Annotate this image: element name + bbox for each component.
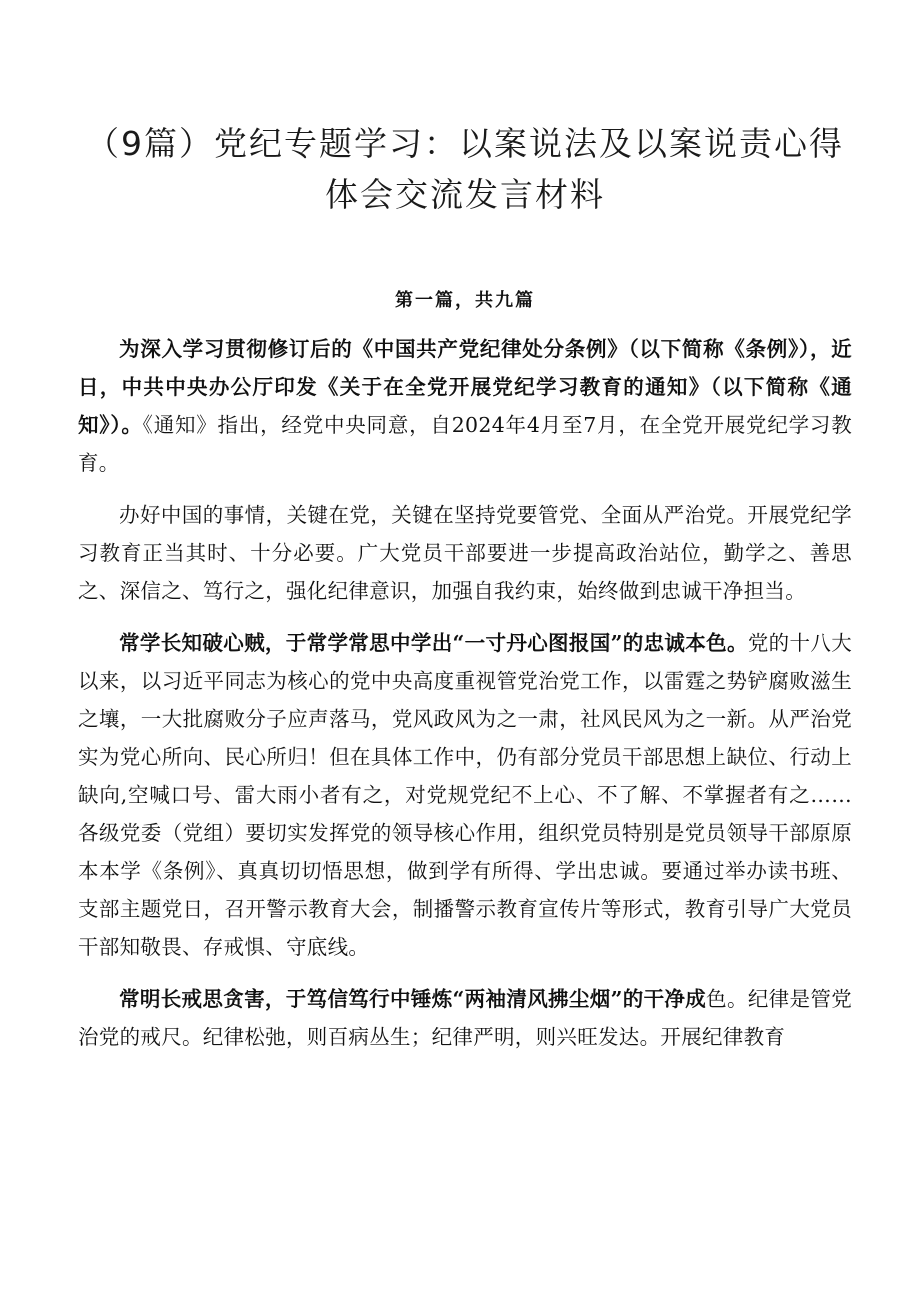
- paragraph-3-text: 党的十八大以来，以习近平同志为核心的党中央高度重视管党治党工作，以雷霆之势铲腐败滋生之壤，一大批腐败分子应声落马，党风政风为之一肃，社风民风为之一新。从严治党实为党心所向、民心所归！但在具体工作中，仍有部分党员干部思想上缺位、行动上缺向,空喊口号、雷大雨小者有之，对党规党纪不上心、不了解、不掌握者有之……各级党委（党组）要切实发挥党的领导核心作用，组织党员特别是党员领导干部原原本本学《条例》、真真切切悟思想，做到学有所得、学出忠诚。要通过举办读书班、支部主题党日，召开警示教育大会，制播警示教育宣传片等形式，教育引导广大党员干部知敬畏、存戒惧、守底线。: [78, 631, 852, 959]
- paragraph-3-bold: 常学长知破心贼，于常学常思中学出“一寸丹心图报国”的忠诚本色。: [119, 631, 748, 655]
- paragraph-2: [78, 496, 852, 610]
- paragraph-3: [78, 624, 852, 966]
- section-subtitle: 第一篇，共九篇: [395, 290, 535, 311]
- paragraph-4-bold: 常明长戒思贪害，于笃信笃行中锤炼“两袖清风拂尘烟”的干净成: [119, 987, 707, 1011]
- paragraph-1-bold: 为深入学习贯彻修订后的《中国共产党纪律处分条例》（以下简称《条例》），近日，中共中央办公厅印发《关于在全党开展党纪学习教育的通知》（以下简称《通知》）。: [78, 337, 852, 437]
- paragraph-4: [78, 980, 852, 1056]
- paragraph-1: [78, 330, 852, 482]
- paragraph-1-text: 《通知》指出，经党中央同意，自2024年4月至7月，在全党开展党纪学习教育。: [78, 413, 853, 475]
- paragraph-2-text: 办好中国的事情，关键在党，关键在坚持党要管党、全面从严治党。开展党纪学习教育正当其时、十分必要。广大党员干部要进一步提高政治站位，勤学之、善思之、深信之、笃行之，强化纪律意识，加强自我约束，始终做到忠诚干净担当。: [78, 503, 852, 603]
- title-line-2: 体会交流发言材料: [325, 175, 605, 214]
- title-line-1: （9篇）党纪专题学习：以案说法及以案说责心得: [86, 124, 844, 163]
- document-title: [78, 118, 852, 220]
- paragraph-4-text: 色。纪律是管党治党的戒尺。纪律松弛，则百病丛生；纪律严明，则兴旺发达。开展纪律教育: [78, 987, 853, 1049]
